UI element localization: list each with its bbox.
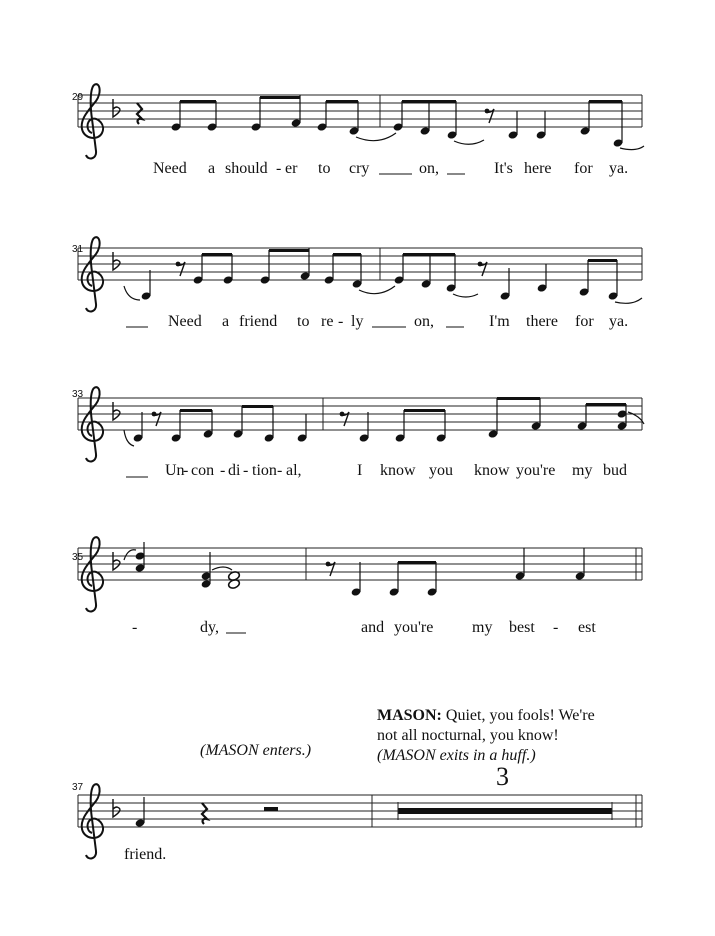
- lyric-syllable: know: [474, 462, 510, 479]
- quarter-rest-icon: [137, 103, 142, 124]
- lyric-syllable: friend.: [124, 846, 167, 863]
- flat-icon: [113, 99, 120, 117]
- measure-number: 37: [72, 782, 84, 793]
- lyric-syllable: should: [225, 160, 268, 177]
- lyric-syllable: -: [276, 160, 282, 177]
- lyric-syllable: on,: [414, 313, 434, 330]
- lyric-syllable: you're: [516, 462, 556, 479]
- lyric-syllable: al,: [286, 462, 302, 479]
- quarter-rest-icon: [202, 803, 207, 824]
- lyric-syllable: a: [222, 313, 230, 330]
- lyric-syllable: ya.: [609, 313, 629, 330]
- lyric-syllable: dy,: [200, 619, 219, 636]
- flat-icon: [113, 552, 120, 570]
- lyric-syllable: tion: [252, 462, 277, 479]
- flat-icon: [113, 252, 120, 270]
- lyric-syllable: re: [321, 313, 334, 330]
- flat-icon: [113, 402, 120, 420]
- measure-number: 31: [72, 244, 84, 255]
- lyric-syllable: It's: [494, 160, 513, 177]
- staff-system-2: [78, 237, 642, 311]
- lyric-syllable: er: [285, 160, 298, 177]
- lyric-syllable: on,: [419, 160, 439, 177]
- speaker-name: MASON:: [377, 707, 442, 724]
- lyric-syllable: Need: [153, 160, 187, 177]
- lyric-syllable: est: [578, 619, 596, 636]
- measure-number: 35: [72, 552, 84, 563]
- lyric-syllable: -: [243, 462, 249, 479]
- measure-number: 29: [72, 92, 84, 103]
- lyric-syllable: best: [509, 619, 535, 636]
- lyric-syllable: -: [183, 462, 189, 479]
- staff-system-4: [78, 537, 642, 611]
- dialogue-line: Quiet, you fools! We're: [445, 707, 595, 724]
- measure-number: 33: [72, 389, 84, 400]
- lyric-syllable: for: [574, 160, 593, 177]
- lyric-syllable: here: [524, 160, 552, 177]
- lyric-syllable: friend: [239, 313, 278, 330]
- lyric-syllable: ya.: [609, 160, 629, 177]
- lyric-syllable: my: [472, 619, 493, 636]
- lyric-syllable: -: [220, 462, 226, 479]
- lyric-syllable: and: [361, 619, 385, 636]
- lyric-syllable: you're: [394, 619, 434, 636]
- lyric-syllable: I: [357, 462, 363, 479]
- multirest-count: 3: [496, 762, 509, 791]
- stage-direction: (MASON enters.): [200, 742, 312, 759]
- lyric-syllable: you: [429, 462, 453, 479]
- lyric-syllable: ly: [351, 313, 364, 330]
- lyric-syllable: -: [132, 619, 138, 636]
- lyric-syllable: -: [338, 313, 344, 330]
- lyric-syllable: I'm: [489, 313, 510, 330]
- lyric-syllable: Un: [165, 462, 185, 479]
- dialogue-line: not all nocturnal, you know!: [377, 727, 559, 744]
- multi-measure-rest: [398, 808, 612, 814]
- staff-system-3: [78, 387, 644, 461]
- lyric-syllable: know: [380, 462, 416, 479]
- lyric-syllable: Need: [168, 313, 202, 330]
- lyric-syllable: bud: [603, 462, 627, 479]
- lyric-syllable: there: [526, 313, 558, 330]
- lyric-syllable: for: [575, 313, 594, 330]
- stage-direction: (MASON exits in a huff.): [377, 747, 536, 764]
- lyric-syllable: di: [228, 462, 241, 479]
- flat-icon: [113, 799, 120, 817]
- lyric-syllable: -: [277, 462, 283, 479]
- lyric-syllable: con: [191, 462, 215, 479]
- lyric-syllable: cry: [349, 160, 370, 177]
- lyric-syllable: to: [297, 313, 310, 330]
- lyric-syllable: -: [553, 619, 559, 636]
- half-rest-icon: [264, 807, 278, 811]
- dialogue-block: [377, 706, 677, 766]
- lyric-syllable: a: [208, 160, 216, 177]
- staff-system-1: [78, 84, 644, 158]
- lyric-syllable: to: [318, 160, 331, 177]
- lyric-syllable: my: [572, 462, 593, 479]
